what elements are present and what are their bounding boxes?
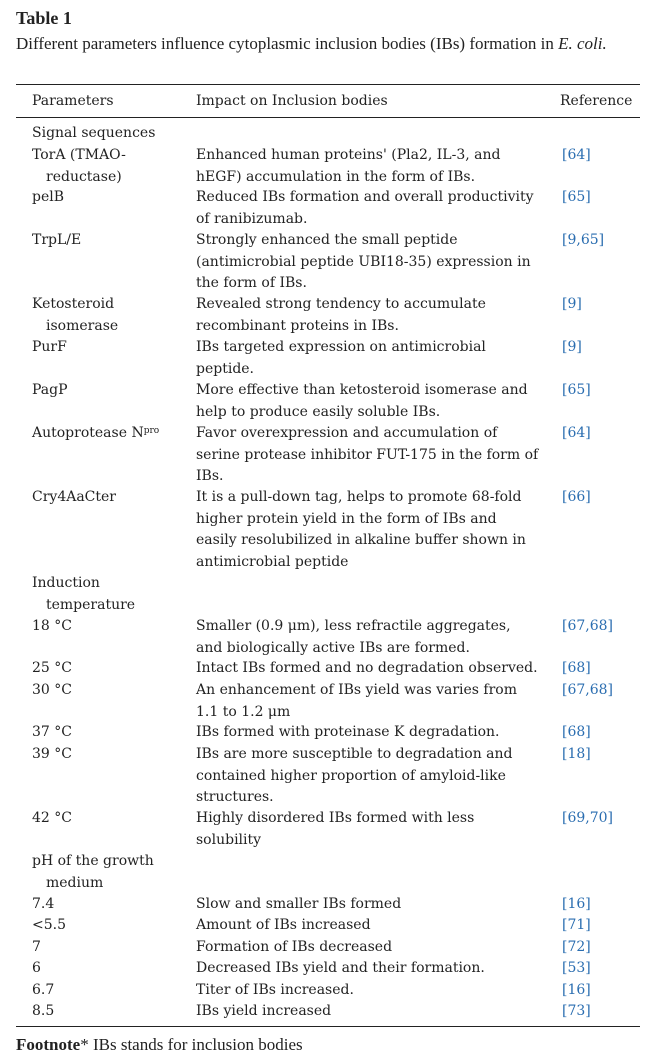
impact-cell: Slow and smaller IBs formed — [196, 896, 402, 912]
footnote-text: * IBs stands for inclusion bodies — [80, 1035, 303, 1054]
reference-link[interactable]: [64] — [562, 147, 591, 163]
param-cell: 30 °C — [32, 682, 72, 698]
param-cell: 8.5 — [32, 1003, 55, 1019]
impact-cell: Decreased IBs yield and their formation. — [196, 960, 485, 976]
impact-cell: Favor overexpression and accumulation of serine protease inhibitor FUT-175 in the form of IBs. — [196, 425, 539, 484]
header-reference: Reference — [560, 93, 633, 109]
group-induction-temperature: Induction temperature — [32, 575, 136, 613]
reference-link[interactable]: [69,70] — [562, 810, 614, 826]
reference-link[interactable]: [66] — [562, 489, 591, 505]
table-caption-label: Table 1 — [16, 8, 72, 28]
reference-link[interactable]: [72] — [562, 939, 591, 955]
reference-link[interactable]: [65] — [562, 189, 591, 205]
param-cell: PurF — [32, 339, 67, 355]
table-caption — [16, 32, 650, 55]
param-cell: Autoprotease $N^{pro}$ — [32, 425, 160, 441]
param-cell: PagP — [32, 382, 68, 398]
reference-link[interactable]: [67,68] — [562, 618, 614, 634]
header-impact: Impact on Inclusion bodies — [196, 93, 388, 109]
table-footnote — [16, 1035, 303, 1055]
group-signal-sequences: Signal sequences — [32, 125, 156, 141]
reference-link[interactable]: [18] — [562, 746, 591, 762]
reference-link[interactable]: [9] — [562, 296, 582, 312]
param-cell: 39 °C — [32, 746, 72, 762]
param-cell: TorA (TMAO- reductase) — [32, 147, 126, 185]
impact-cell: Intact IBs formed and no degradation observed. — [196, 660, 538, 676]
impact-cell: Strongly enhanced the small peptide (antimicrobial peptide UBI18-35) expression in the form of IBs. — [196, 232, 531, 291]
header-parameters: Parameters — [32, 93, 114, 109]
reference-link[interactable]: [64] — [562, 425, 591, 441]
reference-link[interactable]: [16] — [562, 982, 591, 998]
impact-cell: Reduced IBs formation and overall productivity of ranibizumab. — [196, 189, 534, 227]
impact-cell: IBs are more susceptible to degradation and contained higher proportion of amyloid-like structures. — [196, 746, 513, 805]
impact-cell: IBs formed with proteinase K degradation. — [196, 724, 500, 740]
param-cell: <5.5 — [32, 917, 66, 933]
param-cell: TrpL/E — [32, 232, 82, 248]
impact-cell: Enhanced human proteins' (Pla2, IL-3, and hEGF) accumulation in the form of IBs. — [196, 147, 501, 185]
reference-link[interactable]: [53] — [562, 960, 591, 976]
impact-cell: It is a pull-down tag, helps to promote 68-fold higher protein yield in the form of IBs and easily resolubilized in alkaline buffer shown in antimicrobial peptide — [196, 489, 526, 570]
param-cell: pelB — [32, 189, 65, 205]
param-cell: 37 °C — [32, 724, 72, 740]
param-cell: 25 °C — [32, 660, 72, 676]
impact-cell: An enhancement of IBs yield was varies from 1.1 to 1.2 μm — [196, 682, 518, 720]
reference-link[interactable]: [65] — [562, 382, 591, 398]
param-cell: Ketosteroid isomerase — [32, 296, 119, 334]
impact-cell: Revealed strong tendency to accumulate recombinant proteins in IBs. — [196, 296, 486, 334]
reference-link[interactable]: [68] — [562, 660, 591, 676]
reference-link[interactable]: [68] — [562, 724, 591, 740]
reference-link[interactable]: [9,65] — [562, 232, 605, 248]
group-ph-medium: pH of the growth medium — [32, 853, 154, 891]
reference-link[interactable]: [71] — [562, 917, 591, 933]
param-cell: 18 °C — [32, 618, 72, 634]
impact-cell: Smaller (0.9 μm), less refractile aggregates, and biologically active IBs are formed. — [196, 618, 511, 656]
reference-link[interactable]: [16] — [562, 896, 591, 912]
top-rule — [16, 84, 640, 85]
param-superscript: pro — [143, 426, 160, 436]
impact-cell: IBs yield increased — [196, 1003, 332, 1019]
reference-link[interactable]: [67,68] — [562, 682, 614, 698]
param-cell: Cry4AaCter — [32, 489, 116, 505]
param-cell: 7 — [32, 939, 41, 955]
header-rule — [16, 117, 640, 118]
impact-cell: More effective than ketosteroid isomerase and help to produce easily soluble IBs. — [196, 382, 528, 420]
impact-cell: Titer of IBs increased. — [196, 982, 354, 998]
param-cell: 7.4 — [32, 896, 55, 912]
impact-cell: Formation of IBs decreased — [196, 939, 393, 955]
bottom-rule — [16, 1026, 640, 1027]
param-cell: 42 °C — [32, 810, 72, 826]
param-cell: 6.7 — [32, 982, 55, 998]
impact-cell: IBs targeted expression on antimicrobial peptide. — [196, 339, 486, 377]
footnote-label: Footnote — [16, 1035, 81, 1054]
impact-cell: Amount of IBs increased — [196, 917, 371, 933]
reference-link[interactable]: [73] — [562, 1003, 591, 1019]
impact-cell: Highly disordered IBs formed with less solubility — [196, 810, 475, 848]
param-cell: 6 — [32, 960, 41, 976]
caption-text: Different parameters influence cytoplasmic inclusion bodies (IBs) formation in — [16, 34, 559, 53]
reference-link[interactable]: [9] — [562, 339, 582, 355]
caption-italic: E. coli. — [558, 34, 607, 53]
